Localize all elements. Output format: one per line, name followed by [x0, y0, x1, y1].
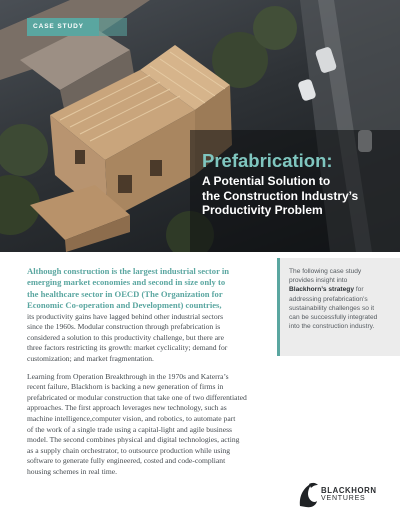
- lead-line: Although construction is the largest industrial sector in: [27, 266, 230, 276]
- sidebar-strategy-bold: Blackhorn’s strategy: [289, 286, 354, 294]
- hero-title: Prefabrication:: [202, 150, 333, 171]
- hero-subtitle-line: A Potential Solution to: [202, 174, 331, 188]
- text-line: considered a solution to this productivity challenge, but there are: [27, 332, 224, 342]
- text-line: machine intelligence,computer vision, and robotics, to automate part: [27, 413, 236, 423]
- lead-line: emerging market economies and second in size only to: [27, 277, 226, 288]
- horn-logo-icon: [297, 480, 319, 508]
- sidebar-line: provides insight into: [289, 277, 348, 285]
- sidebar-line: The following case study: [289, 268, 362, 275]
- paragraph-1: [27, 312, 273, 365]
- blackhorn-logo: [297, 478, 397, 510]
- text-line: customization; and market fragmentation.: [27, 354, 154, 363]
- lead-line: the healthcare sector in OECD (The Organization for: [27, 288, 223, 299]
- sidebar-line: sustainability challenges so it: [289, 304, 375, 312]
- sidebar-callout: [277, 258, 400, 356]
- text-line: its productivity gains have lagged behind other industrial sectors: [27, 311, 224, 321]
- hero-subtitle-line: Productivity Problem: [202, 203, 323, 217]
- logo-sub: VENTURES: [321, 495, 366, 502]
- text-line: as a supply chain orchestrator, to outsource production while using: [27, 445, 230, 455]
- hero-title-block: [202, 150, 392, 218]
- text-line: of the work of a single trade using a capital-light and agile business: [27, 424, 232, 434]
- hero-image: [0, 0, 400, 252]
- text-line: three factors restricting its growth: market cyclicality; demand for: [27, 343, 228, 353]
- text-line: software to generate fully engineered, costed and code-compliant: [27, 456, 226, 466]
- text-line: Learning from Operation Breakthrough in the 1970s and Katerra’s: [27, 371, 229, 381]
- logo-name: BLACKHORN: [321, 486, 377, 495]
- lead-paragraph: [27, 266, 273, 312]
- hero-subtitle: [202, 174, 392, 218]
- text-line: since the 1960s. Modular construction through prefabrication is: [27, 322, 221, 332]
- case-study-tag: CASE STUDY: [27, 18, 99, 36]
- lead-line: Economic Co-operation and Development) countries,: [27, 300, 222, 311]
- text-line: housing schemes in real time.: [27, 466, 118, 476]
- sidebar-line: [289, 285, 392, 294]
- main-text: [27, 266, 273, 478]
- text-line: recent failure, Blackhorn is backing a new generation of firms in: [27, 382, 224, 392]
- sidebar-line: into the construction industry.: [289, 323, 375, 331]
- sidebar-line: addressing prefabrication’s: [289, 295, 368, 303]
- text-line: approaches. The first approach leverages new technology, such as: [27, 403, 227, 413]
- text-line: prefabricated or modular construction that take one of two differentiated: [27, 392, 247, 402]
- sidebar-line-rest: for: [353, 286, 364, 294]
- hero-subtitle-line: the Construction Industry’s: [202, 188, 359, 203]
- sidebar-line: can be successfully integrated: [289, 314, 378, 322]
- text-line: model. The second combines physical and digital technologies, acting: [27, 435, 240, 445]
- paragraph-2: [27, 372, 273, 478]
